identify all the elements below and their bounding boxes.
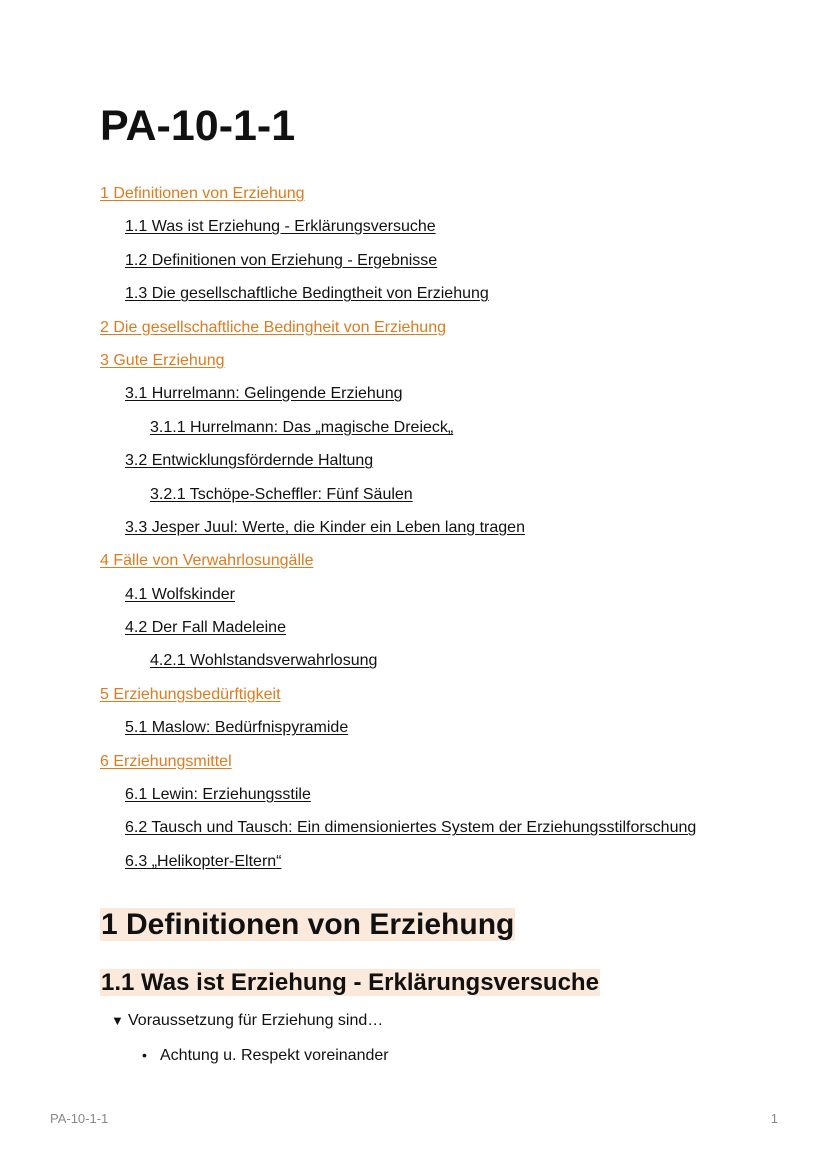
toc-link[interactable] [100, 282, 800, 315]
toc-link[interactable] [100, 649, 800, 682]
toc-link[interactable] [100, 483, 800, 516]
toc-link-label: 5 Erziehungsbedürftigkeit [100, 685, 281, 703]
bullet-icon: • [142, 1047, 147, 1063]
toc-link[interactable] [100, 215, 800, 248]
toggle-block[interactable] [111, 1010, 383, 1032]
toc-link-label: 1 Definitionen von Erziehung [100, 185, 305, 202]
toc-link[interactable] [100, 416, 800, 449]
toc-link[interactable] [100, 349, 800, 382]
table-of-contents [100, 182, 800, 883]
toc-link[interactable] [100, 816, 800, 849]
toc-link[interactable] [100, 750, 800, 783]
toc-link[interactable] [100, 683, 800, 716]
page-number: 1 [770, 1111, 778, 1126]
toc-link-label: 6 Erziehungsmittel [100, 752, 232, 770]
toc-link[interactable] [100, 182, 800, 215]
toc-link-label: 3.1 Hurrelmann: Gelingende Erziehung [125, 385, 403, 403]
toc-link-label: 2 Die gesellschaftliche Bedingheit von Erziehung [100, 318, 446, 336]
page-title: PA-10-1-1 [100, 102, 296, 150]
toc-link-label: 6.3 „Helikopter-Eltern“ [125, 852, 282, 870]
toc-link-label: 5.1 Maslow: Bedürfnispyramide [125, 719, 349, 737]
subsection-heading [100, 966, 600, 1000]
toc-link-label: 6.1 Lewin: Erziehungsstile [125, 786, 311, 804]
toc-link-label: 3 Gute Erziehung [100, 351, 225, 369]
toc-link-label: 1.3 Die gesellschaftliche Bedingtheit von Erziehung [125, 285, 489, 303]
toc-link[interactable] [100, 716, 800, 749]
toc-link-label: 4.2 Der Fall Madeleine [125, 619, 286, 637]
list-item-text: Achtung u. Respekt voreinander [160, 1047, 389, 1064]
toc-link-label: 4.1 Wolfskinder [125, 585, 235, 603]
toc-link-label: 3.3 Jesper Juul: Werte, die Kinder ein Leben lang tragen [125, 518, 525, 536]
footer-title: PA-10-1-1 [50, 1111, 109, 1126]
toc-link-label: 6.2 Tausch und Tausch: Ein dimensioniertes System der Erziehungsstilforschung [125, 819, 697, 837]
section-heading-text: 1 Definitionen von Erziehung [101, 908, 515, 941]
toc-link-label: 4.2.1 Wohlstandsverwahrlosung [150, 652, 378, 670]
triangle-down-icon[interactable]: ▼ [111, 1013, 124, 1028]
subsection-heading-text: 1.1 Was ist Erziehung - Erklärungsversuche [101, 969, 599, 996]
toc-link[interactable] [100, 516, 800, 549]
toc-link-label: 3.2 Entwicklungsfördernde Haltung [125, 452, 374, 470]
toc-link-label: 3.1.1 Hurrelmann: Das „magische Dreieck„ [150, 418, 454, 436]
toc-link[interactable] [100, 316, 800, 349]
toc-link-label: 1.1 Was ist Erziehung - Erklärungsversuche [125, 218, 436, 236]
toc-link-label: 4 Fälle von Verwahrlosungälle [100, 552, 314, 570]
toc-link[interactable] [100, 382, 800, 415]
toc-link[interactable] [100, 850, 800, 883]
toc-link[interactable] [100, 616, 800, 649]
toggle-label: Voraussetzung für Erziehung sind… [128, 1012, 384, 1029]
toc-link[interactable] [100, 549, 800, 582]
toc-link[interactable] [100, 249, 800, 282]
list-item [142, 1044, 389, 1067]
toc-link-label: 3.2.1 Tschöpe-Scheffler: Fünf Säulen [150, 485, 413, 503]
toc-link[interactable] [100, 583, 800, 616]
section-heading [100, 905, 515, 945]
toc-link[interactable] [100, 783, 800, 816]
toc-link[interactable] [100, 449, 800, 482]
toc-link-label: 1.2 Definitionen von Erziehung - Ergebnisse [125, 251, 438, 269]
